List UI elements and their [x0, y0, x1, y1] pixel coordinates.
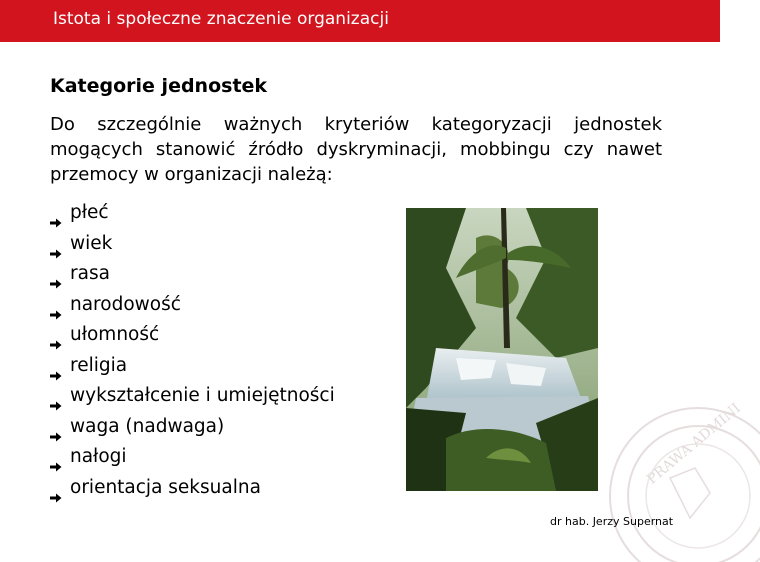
arrow-bullet-icon	[50, 269, 70, 279]
list-item	[50, 381, 335, 412]
header-bar	[0, 0, 720, 42]
list-item-label: nałogi	[70, 446, 127, 467]
seal-lettering: PRAWA ADMINI	[644, 400, 744, 488]
slide-heading: Kategorie jednostek	[50, 75, 268, 97]
list-item	[50, 259, 335, 290]
list-item-label: wykształcenie i umiejętności	[70, 385, 335, 406]
footer-author: dr hab. Jerzy Supernat	[550, 515, 674, 528]
list-item-label: orientacja seksualna	[70, 476, 261, 498]
arrow-bullet-icon	[50, 330, 70, 340]
list-item-label: rasa	[70, 263, 110, 284]
arrow-bullet-icon	[50, 483, 70, 493]
list-item	[50, 198, 335, 229]
slide-section-title: Istota i społeczne znaczenie organizacji	[53, 9, 389, 29]
list-item	[50, 473, 335, 504]
list-item	[50, 290, 335, 321]
arrow-bullet-icon	[50, 208, 70, 218]
list-item	[50, 351, 335, 382]
criteria-list	[50, 198, 335, 503]
arrow-bullet-icon	[50, 422, 70, 432]
list-item-label: ułomność	[70, 324, 160, 345]
list-item	[50, 412, 335, 443]
list-item-label: wiek	[70, 232, 113, 254]
arrow-bullet-icon	[50, 300, 70, 310]
list-item-label: waga (nadwaga)	[70, 415, 225, 437]
list-item	[50, 229, 335, 260]
arrow-bullet-icon	[50, 452, 70, 462]
list-item	[50, 442, 335, 473]
list-item	[50, 320, 335, 351]
list-item-label: religia	[70, 354, 128, 376]
intro-paragraph: Do szczególnie ważnych kryteriów kategoryzacji jednostek mogących stanowić źródło dyskryminacji, mobbingu czy nawet przemocy w organizacji należą:	[50, 114, 662, 185]
list-item-label: płeć	[70, 202, 109, 223]
arrow-bullet-icon	[50, 239, 70, 249]
arrow-bullet-icon	[50, 391, 70, 401]
waterfall-jungle-photo	[406, 208, 598, 491]
arrow-bullet-icon	[50, 361, 70, 371]
university-seal-watermark	[600, 398, 760, 558]
list-item-label: narodowość	[70, 293, 181, 315]
